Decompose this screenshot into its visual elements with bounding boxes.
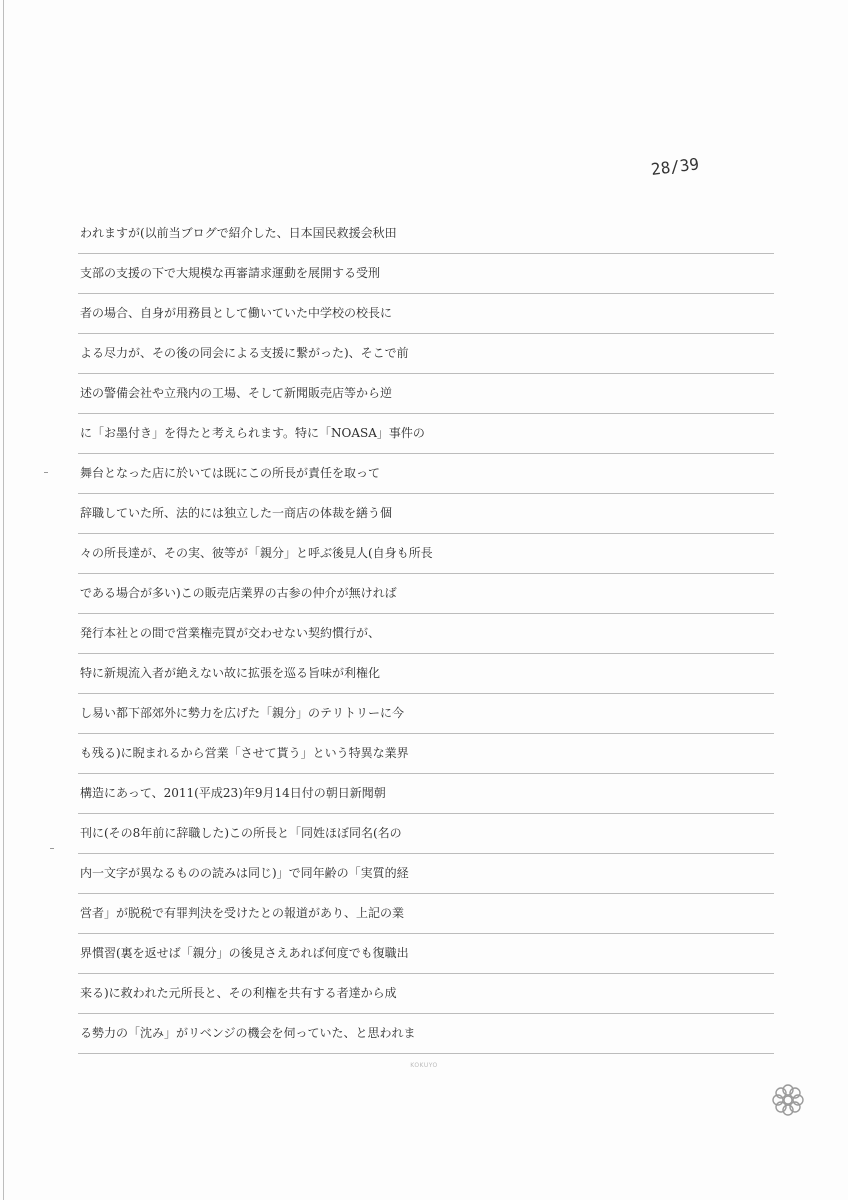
stray-mark <box>44 472 48 473</box>
text-line: 辞職していた所、法的には独立した一商店の体裁を繕う個 <box>78 494 774 534</box>
text-line: よる尽力が、その後の同会による支援に繋がった)、そこで前 <box>78 334 774 374</box>
text-line: 々の所長達が、その実、彼等が「親分」と呼ぶ後見人(自身も所長 <box>78 534 774 574</box>
text-line: も残る)に睨まれるから営業「させて貰う」という特異な業界 <box>78 734 774 774</box>
text-line: 来る)に救われた元所長と、その利権を共有する者達から成 <box>78 974 774 1014</box>
text-line: 述の警備会社や立飛内の工場、そして新聞販売店等から逆 <box>78 374 774 414</box>
text-line: 構造にあって、2011(平成23)年9月14日付の朝日新聞朝 <box>78 774 774 814</box>
flower-stamp-icon <box>768 1080 808 1120</box>
text-line: 特に新規流入者が絶えない故に拡張を巡る旨味が利権化 <box>78 654 774 694</box>
text-line: し易い都下部郊外に勢力を広げた「親分」のテリトリーに今 <box>78 694 774 734</box>
text-line: に「お墨付き」を得たと考えられます。特に「NOASA」事件の <box>78 414 774 454</box>
text-line: 舞台となった店に於いては既にこの所長が責任を取って <box>78 454 774 494</box>
paper-brand-label: KOKUYO <box>410 1062 438 1069</box>
page-number: 28/39 <box>649 154 701 179</box>
text-line: 刊に(その8年前に辞職した)この所長と「同姓ほぼ同名(名の <box>78 814 774 854</box>
text-line: 界慣習(裏を返せば「親分」の後見さえあれば何度でも復職出 <box>78 934 774 974</box>
text-line: 支部の支援の下で大規模な再審請求運動を展開する受刑 <box>78 254 774 294</box>
text-line: われますが(以前当ブログで紹介した、日本国民救援会秋田 <box>78 214 774 254</box>
stray-mark <box>50 848 54 849</box>
text-line: 者の場合、自身が用務員として働いていた中学校の校長に <box>78 294 774 334</box>
text-line: 営者」が脱税で有罪判決を受けたとの報道があり、上記の業 <box>78 894 774 934</box>
text-line: 発行本社との間で営業権売買が交わせない契約慣行が、 <box>78 614 774 654</box>
text-line: である場合が多い)この販売店業界の古参の仲介が無ければ <box>78 574 774 614</box>
handwritten-text-body <box>78 214 774 1054</box>
text-line: る勢力の「沈み」がリベンジの機会を伺っていた、と思われま <box>78 1014 774 1054</box>
text-line: 内一文字が異なるものの読みは同じ)」で同年齢の「実質的経 <box>78 854 774 894</box>
page-left-edge <box>3 0 4 1200</box>
